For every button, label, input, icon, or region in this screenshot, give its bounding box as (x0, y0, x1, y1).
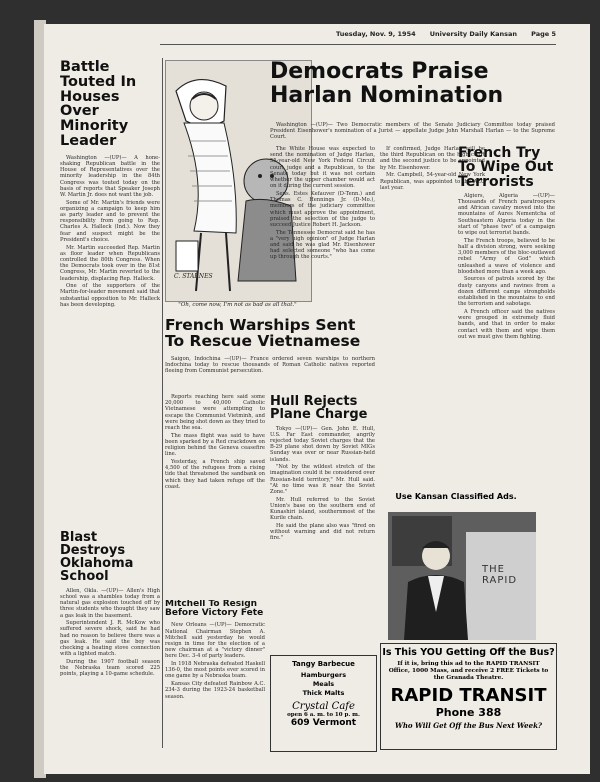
harlan-lead (270, 122, 555, 144)
story-paragraph: Tokyo —(UP)— Gen. John E. Hull, U.S. Far East commander, angrily rejected today Soviet charges that the B-29 plane shot down by Soviet MIGs Sunday was over or near Russian-held islands. (270, 425, 375, 463)
hull-headline: Hull Rejects Plane Charge (270, 395, 368, 423)
story-paragraph: New Orleans —(UP)— Democratic National Chairman Stephen A. Mitchell said yesterday he would resign in time for the election of a new chairman at a "victory dinner" here Dec. 3-4 of party leaders. (165, 622, 265, 660)
story-paragraph: A French officer said the natives were grouped in extremely fluid bands, and that in order to make contact with them and wipe them out we must give them fighting. (458, 308, 555, 340)
story-paragraph: Superintendent J. R. McKow who suffered severe shock, said he had had no reason to believe there was a gas leak. He said the boy was checking a heating stove connection with a lighted match. (60, 620, 160, 658)
story-paragraph: Algiers, Algeria —(UP)— Thousands of French paratroopers and African cavalry moved into the mountains of Aures Nementcha of Southeastern Algeria today in the start of "phase two" of a campaign to wipe out terrorist bands. (458, 192, 555, 237)
column-divider (162, 58, 163, 748)
menu-item: Thick Malts (302, 689, 345, 697)
story-paragraph: If confirmed, Judge Harlan will be the third Republican on the high court and the second justice to be appointed by Mr. Eisenhower. (380, 146, 485, 171)
terrorists-block (458, 146, 555, 506)
story-paragraph: Allen, Okla. —(UP)— Allen's High school was a shambles today from a natural gas explosion touched off by three students who thought they saw a gas leak in the basement. (60, 587, 160, 619)
column-one (60, 60, 160, 750)
ad-address: 609 Vermont (290, 718, 357, 728)
ad-tagline: Who Will Get Off the Bus Next Week? (394, 721, 543, 730)
story-paragraph: Mr. Campbell, 54-year-old New York Republican, was appointed to the AEC last year. (380, 172, 485, 191)
header-date: Tuesday, Nov. 9, 1954 (336, 30, 416, 38)
story-paragraph: He said the plane also was "fired on without warning and did not return fire." (270, 523, 375, 542)
ad-question: Is This YOU Getting Off the Bus? (382, 647, 555, 658)
ad-phone: Phone 388 (435, 706, 502, 719)
story-paragraph: During the 1907 football season the Nebraska team scored 225 points, playing a 10-game schedule. (60, 658, 160, 678)
story-paragraph: One of the supporters of the Martin-for-leader movement said that substantial opposition to Mr. Halleck has been developing. (60, 283, 160, 308)
menu-item: Hamburgers (300, 671, 347, 679)
harlan-story (270, 146, 375, 391)
header-rule (160, 44, 556, 45)
header-paper: University Daily Kansan (429, 30, 518, 38)
mitchell-block (165, 600, 265, 750)
story-paragraph: Some of Mr. Martin's friends were organizing a campaign to keep him as party leader and to prevent the responsibility from going to Rep. Charles A. Halleck (Ind.). Now they fear and suspect might be the President's choice. (60, 199, 160, 243)
mitchell-story (165, 622, 265, 699)
story-paragraph: The mass flight was said to have been sparked by a Red crackdown on religion behind the Geneva ceasefire line. (165, 432, 265, 458)
story-paragraph: Saigon, Indochina —(UP)— France ordered seven warships to northern Indochina today to rescue thousands of Roman Catholic natives reported fleeing from Communist persecution. (165, 356, 375, 375)
minority-leader-story (60, 155, 160, 525)
cartoon-caption: "Oh, come now, I'm not as bad as all that." (178, 302, 297, 308)
story-paragraph: Mr. Martin succeeded Rep. Martin as floor leader when Republicans controlled the 80th Congress. When the Democrats took over in the 81st Congress, Mr. Martin reverted to the leadership, displacing Rep. Halleck. (60, 244, 160, 282)
ad-hours: open 6 a. m. to 10 p. m. (287, 712, 360, 718)
rapid-transit-ad (380, 643, 557, 750)
story-paragraph: In 1918 Nebraska defeated Haskell 136-0, the most points ever scored in one game by a Nebraska team. (165, 661, 265, 680)
ad-brand: Crystal Cafe (292, 701, 355, 712)
story-paragraph: "Not by the wildest stretch of the imagination could it be considered over Russian-held territory," Mr. Hull said. "At no time was it near the Soviet Zone." (270, 464, 375, 496)
story-paragraph: The White House was expected to send the nomination of Judge Harlan, 55-year-old New York Federal Circuit court judge and a Republican, to the Senate today but it was not certain whether the upper chamber would act on it during the current session. (270, 146, 375, 190)
harlan-headline: Democrats Praise Harlan Nomination (270, 60, 504, 108)
story-paragraph: Mr. Hull referred to the Soviet Union's base on the southern end of Kunashiri island, southernmost of the Kurile chain. (270, 496, 375, 522)
story-paragraph: Yesterday, a French ship saved 4,500 of the refugees from a rising tide that threatened the sandbank on which they had taken refuge off the coast. (165, 459, 265, 490)
header-page: Page 5 (531, 30, 556, 38)
warships-headline: French Warships Sent To Rescue Vietnamese (165, 318, 361, 350)
classified-ads-note: Use Kansan Classified Ads. (395, 492, 517, 501)
story-paragraph: Washington —(UP)— Two Democratic members of the Senate Judiciary Committee today praised President Eisenhower's nomination of a Jurist — appellate Judge John Marshall Harlan — to the Supreme Court. (270, 122, 555, 141)
story-paragraph: Washington —(UP)— A hone-shaking Republican battle in the House of Representatives over the minority leadership in the 84th Congress was touted today on the basis of reports that Speaker Joseph W. Martin Jr. does not want the job. (60, 154, 160, 198)
minority-leader-headline: Battle Touted In Houses Over Minority Leader (60, 60, 137, 149)
hull-story (270, 426, 375, 542)
story-paragraph: Reports reaching here said some 20,000 to 40,000 Catholic Vietnamese were attempting to escape the Communist Vietminh, and were being shot down as they tried to reach the sea. (165, 394, 265, 432)
oklahoma-school-story (60, 588, 160, 750)
mitchell-headline: Mitchell To Resign Before Victory Fete (165, 600, 264, 619)
photo-sign: THE RAPID (482, 564, 518, 586)
harlan-headline-block (270, 60, 555, 120)
story-paragraph: Sens. Estes Kefauver (D-Tenn.) and Thomas C. Hennings Jr. (D-Mo.), members of the judiciary committee which must approve the appointment, praised the selection of the judge to succeed Justice Robert H. Jackson. (270, 190, 375, 228)
bus-photo (388, 512, 536, 640)
story-paragraph: The French troops, believed to be half a division strong, were seeking 3,000 members of the bloc-outlawed rebel "Army of God" which unleashed a wave of violence and bloodshed more than a week ago. (458, 237, 555, 275)
crystal-cafe-ad (270, 655, 377, 752)
terrorists-story (458, 193, 555, 340)
story-paragraph: Kansas City defeated Rainbow A.C. 234-3 during the 1923-24 basketball season. (165, 681, 265, 700)
hull-block (270, 395, 375, 650)
page-header (336, 30, 556, 42)
story-paragraph: Sources of patrols scored by the dusty canyons and ravines from a dozen different camps strongholds established in the mountains to end the terrorism and sabotage. (458, 276, 555, 308)
ad-menu (271, 671, 376, 698)
warships-story (165, 394, 265, 594)
ad-offer: If it is, bring this ad to the RAPID TRANSIT Office, 1000 Mass, and receive 2 FREE Tickets to the Granada Theatre. (388, 661, 549, 681)
terrorists-headline: French Try To Wipe Out Terrorists (458, 146, 554, 190)
ad-title: Tangy Barbecue (292, 660, 355, 668)
cartoon-signature: C. STARNES (174, 273, 213, 280)
ad-title: RAPID TRANSIT (390, 685, 547, 706)
oklahoma-school-headline: Blast Destroys Oklahoma School (60, 529, 134, 585)
menu-item: Meals (312, 680, 335, 688)
story-paragraph: The Tennessee Democrat said he has a "very high opinion" of Judge Harlan and said he was glad Mr. Eisenhower had selected someone "who has come up through the courts." (270, 229, 375, 261)
